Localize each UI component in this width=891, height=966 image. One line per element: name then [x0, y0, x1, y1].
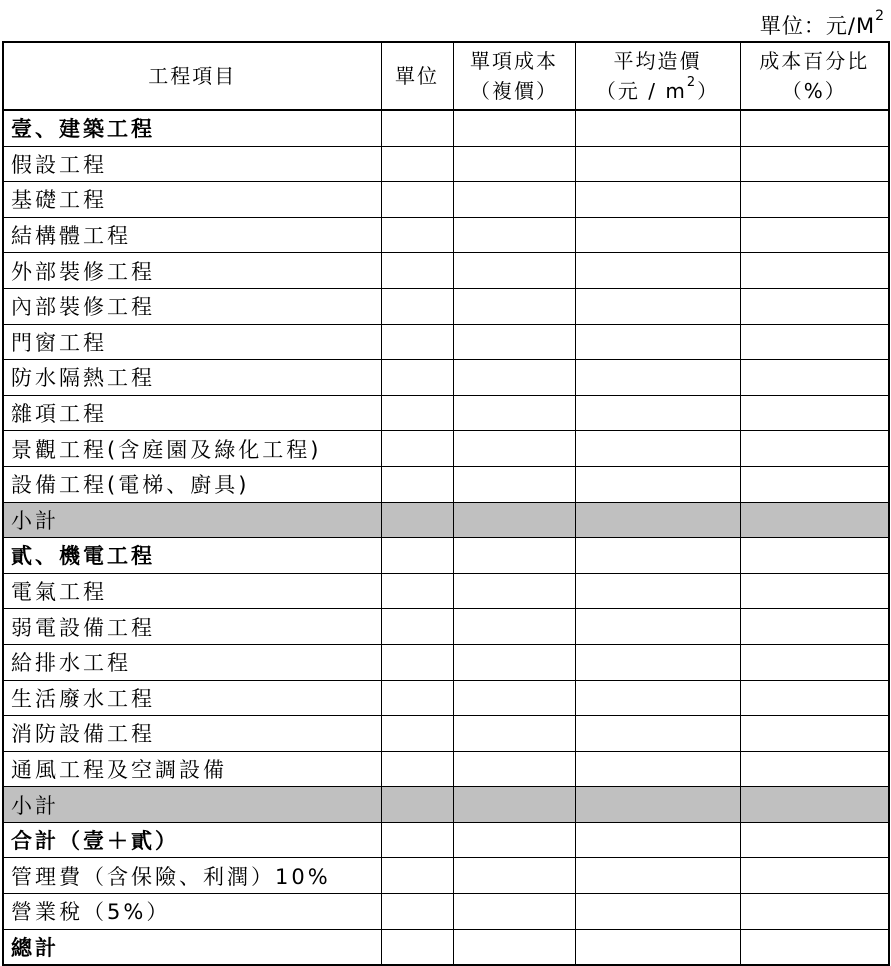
row-item-label: 景觀工程(含庭園及綠化工程)	[3, 431, 381, 467]
table-row	[3, 110, 889, 146]
cell-avg-price	[575, 466, 740, 502]
row-item-label: 營業稅（5%）	[3, 894, 381, 930]
cell-percent	[740, 146, 889, 182]
cell-avg-price	[575, 502, 740, 538]
cell-avg-price	[575, 288, 740, 324]
table-row	[3, 858, 889, 894]
cell-unit-cost	[453, 609, 575, 645]
cell-unit	[381, 716, 453, 752]
cell-unit	[381, 324, 453, 360]
cell-avg-price	[575, 858, 740, 894]
row-item-label: 假設工程	[3, 146, 381, 182]
table-row	[3, 822, 889, 858]
cell-avg-price	[575, 573, 740, 609]
cell-percent	[740, 894, 889, 930]
cell-unit-cost	[453, 182, 575, 218]
row-item-label: 小計	[3, 787, 381, 823]
row-item-label: 生活廢水工程	[3, 680, 381, 716]
table-row	[3, 146, 889, 182]
row-item-label: 外部裝修工程	[3, 253, 381, 289]
table-row	[3, 253, 889, 289]
row-item-label: 弱電設備工程	[3, 609, 381, 645]
header-avg-price	[575, 42, 740, 110]
row-item-label: 總計	[3, 929, 381, 965]
header-percent-line1: 成本百分比	[759, 49, 870, 73]
cell-unit	[381, 466, 453, 502]
cell-unit-cost	[453, 929, 575, 965]
cell-percent	[740, 288, 889, 324]
cell-unit-cost	[453, 787, 575, 823]
cell-avg-price	[575, 110, 740, 146]
table-row	[3, 573, 889, 609]
table-row	[3, 395, 889, 431]
table-row	[3, 360, 889, 396]
cell-unit-cost	[453, 324, 575, 360]
cell-unit	[381, 217, 453, 253]
row-item-label: 設備工程(電梯、廚具)	[3, 466, 381, 502]
cell-unit	[381, 787, 453, 823]
cell-unit	[381, 751, 453, 787]
header-avg-price-post: ）	[697, 79, 720, 103]
cost-table	[2, 41, 890, 966]
table-row	[3, 538, 889, 574]
cell-unit-cost	[453, 431, 575, 467]
row-item-label: 管理費（含保險、利潤）10%	[3, 858, 381, 894]
header-unit-cost-line1: 單項成本	[470, 49, 558, 73]
row-item-label: 防水隔熱工程	[3, 360, 381, 396]
cell-unit-cost	[453, 858, 575, 894]
row-item-label: 合計（壹＋貳）	[3, 822, 381, 858]
row-item-label: 基礎工程	[3, 182, 381, 218]
header-avg-price-pre: （元 / m	[595, 79, 687, 103]
cell-avg-price	[575, 929, 740, 965]
header-percent	[740, 42, 889, 110]
unit-note-superscript: 2	[875, 8, 885, 24]
table-row	[3, 680, 889, 716]
row-item-label: 給排水工程	[3, 644, 381, 680]
table-row	[3, 929, 889, 965]
cell-unit	[381, 644, 453, 680]
header-unit-cost	[453, 42, 575, 110]
row-item-label: 內部裝修工程	[3, 288, 381, 324]
cell-avg-price	[575, 644, 740, 680]
table-row	[3, 466, 889, 502]
cell-unit-cost	[453, 502, 575, 538]
row-item-label: 消防設備工程	[3, 716, 381, 752]
row-item-label: 電氣工程	[3, 573, 381, 609]
cell-unit	[381, 110, 453, 146]
cell-unit-cost	[453, 680, 575, 716]
cell-avg-price	[575, 360, 740, 396]
cell-avg-price	[575, 609, 740, 645]
cell-percent	[740, 324, 889, 360]
cell-percent	[740, 822, 889, 858]
cell-unit	[381, 431, 453, 467]
cell-unit	[381, 822, 453, 858]
table-row	[3, 182, 889, 218]
table-row	[3, 751, 889, 787]
row-item-label: 雜項工程	[3, 395, 381, 431]
cell-unit-cost	[453, 395, 575, 431]
cell-unit	[381, 609, 453, 645]
cell-percent	[740, 644, 889, 680]
cell-percent	[740, 431, 889, 467]
cell-unit	[381, 894, 453, 930]
table-row	[3, 716, 889, 752]
cell-percent	[740, 787, 889, 823]
row-item-label: 通風工程及空調設備	[3, 751, 381, 787]
cell-unit-cost	[453, 466, 575, 502]
cell-avg-price	[575, 894, 740, 930]
cell-unit	[381, 929, 453, 965]
cell-unit	[381, 182, 453, 218]
row-item-label: 門窗工程	[3, 324, 381, 360]
cell-avg-price	[575, 538, 740, 574]
header-avg-price-line2	[576, 76, 740, 106]
cell-unit-cost	[453, 644, 575, 680]
table-row	[3, 609, 889, 645]
table-row	[3, 431, 889, 467]
cell-unit-cost	[453, 288, 575, 324]
table-row	[3, 894, 889, 930]
cell-unit-cost	[453, 217, 575, 253]
cell-percent	[740, 858, 889, 894]
header-avg-price-sup: 2	[686, 75, 698, 90]
cell-percent	[740, 573, 889, 609]
cell-unit	[381, 253, 453, 289]
cell-unit-cost	[453, 716, 575, 752]
cell-percent	[740, 680, 889, 716]
cell-unit	[381, 288, 453, 324]
cell-percent	[740, 609, 889, 645]
cell-avg-price	[575, 182, 740, 218]
cell-unit-cost	[453, 751, 575, 787]
cell-percent	[740, 716, 889, 752]
cell-unit-cost	[453, 110, 575, 146]
header-row	[3, 42, 889, 110]
table-row	[3, 217, 889, 253]
cell-avg-price	[575, 680, 740, 716]
cell-avg-price	[575, 751, 740, 787]
cell-unit	[381, 395, 453, 431]
header-item: 工程項目	[3, 42, 381, 110]
cell-unit-cost	[453, 573, 575, 609]
cell-avg-price	[575, 431, 740, 467]
row-item-label: 貳、機電工程	[3, 538, 381, 574]
cell-avg-price	[575, 395, 740, 431]
header-percent-line2: （%）	[781, 79, 847, 103]
cell-unit-cost	[453, 253, 575, 289]
cell-avg-price	[575, 324, 740, 360]
subtotal-row	[3, 502, 889, 538]
table-row	[3, 324, 889, 360]
cell-unit-cost	[453, 360, 575, 396]
cell-avg-price	[575, 146, 740, 182]
cell-unit	[381, 502, 453, 538]
cell-avg-price	[575, 716, 740, 752]
cell-percent	[740, 395, 889, 431]
cell-percent	[740, 751, 889, 787]
cell-percent	[740, 182, 889, 218]
cell-percent	[740, 360, 889, 396]
table-row	[3, 288, 889, 324]
table-row	[3, 644, 889, 680]
cell-unit-cost	[453, 822, 575, 858]
cell-avg-price	[575, 787, 740, 823]
cell-percent	[740, 217, 889, 253]
cell-unit	[381, 573, 453, 609]
header-unit: 單位	[381, 42, 453, 110]
cell-unit	[381, 858, 453, 894]
row-item-label: 壹、建築工程	[3, 110, 381, 146]
cell-percent	[740, 502, 889, 538]
row-item-label: 小計	[3, 502, 381, 538]
header-avg-price-line1: 平均造價	[613, 49, 702, 73]
unit-note-label: 單位：元/M	[759, 14, 876, 38]
row-item-label: 結構體工程	[3, 217, 381, 253]
cell-unit	[381, 360, 453, 396]
cell-avg-price	[575, 253, 740, 289]
cell-percent	[740, 538, 889, 574]
subtotal-row	[3, 787, 889, 823]
cell-percent	[740, 110, 889, 146]
cell-unit-cost	[453, 146, 575, 182]
cell-percent	[740, 253, 889, 289]
cell-unit-cost	[453, 894, 575, 930]
header-unit-cost-line2: （複價）	[470, 79, 558, 103]
cell-avg-price	[575, 217, 740, 253]
cell-unit-cost	[453, 538, 575, 574]
cell-unit	[381, 538, 453, 574]
cell-percent	[740, 929, 889, 965]
cell-unit	[381, 146, 453, 182]
cell-percent	[740, 466, 889, 502]
cell-unit	[381, 680, 453, 716]
cell-avg-price	[575, 822, 740, 858]
unit-note	[760, 6, 885, 40]
